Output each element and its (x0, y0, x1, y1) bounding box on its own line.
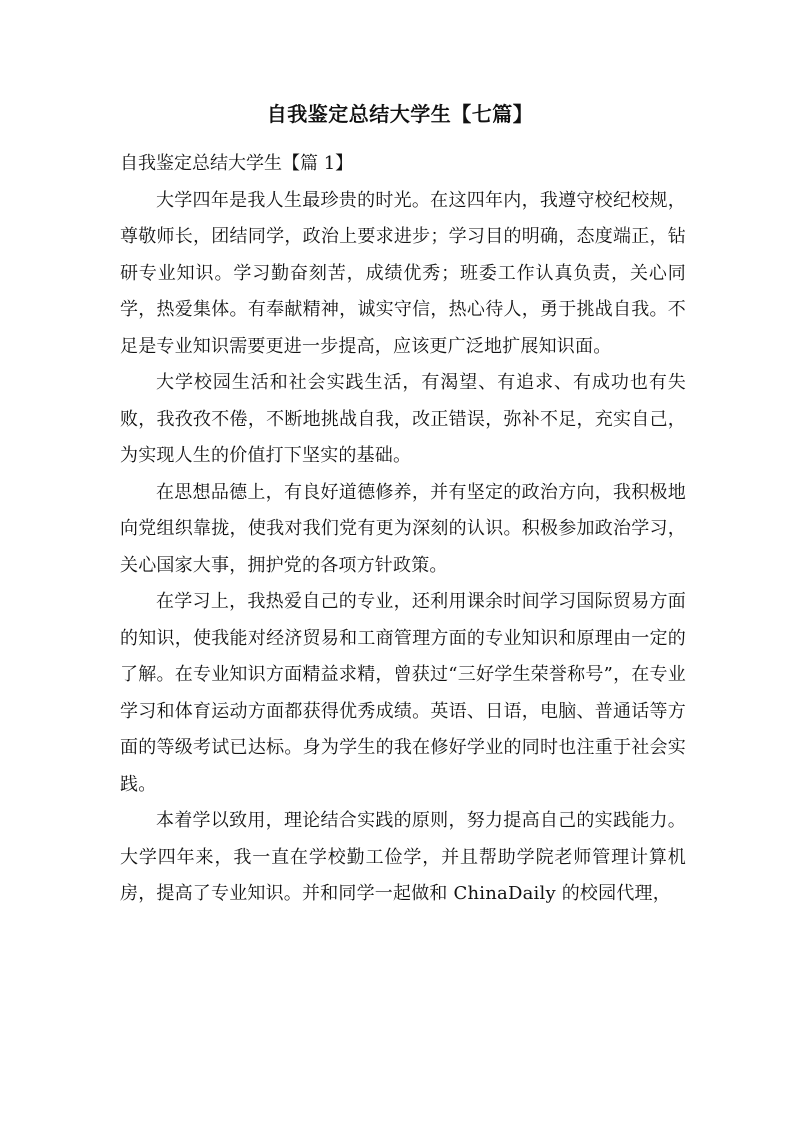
section-title: 自我鉴定总结大学生【篇 1】 (120, 153, 354, 174)
paragraph-4: 在学习上，我热爱自己的专业，还利用课余时间学习国际贸易方面的知识，使我能对经济贸易和工商管理方面的专业知识和原理由一定的了解。在专业知识方面精益求精，曾获过“三好学生荣誉称号”，在专业学习和体育运动方面都获得优秀成绩。英语、日语，电脑、普通话等方面的等级考试已达标。身为学生的我在修好学业的同时也注重于社会实践。 (120, 591, 686, 795)
document-title: 自我鉴定总结大学生【七篇】 (266, 102, 534, 126)
paragraph-3: 在思想品德上，有良好道德修养，并有坚定的政治方向，我积极地向党组织靠拢，使我对我们党有更为深刻的认识。积极参加政治学习，关心国家大事，拥护党的各项方针政策。 (120, 481, 686, 576)
paragraph-1: 大学四年是我人生最珍贵的时光。在这四年内，我遵守校纪校规，尊敬师长，团结同学，政治上要求进步；学习目的明确，态度端正，钻研专业知识。学习勤奋刻苦，成绩优秀；班委工作认真负责，关心同学，热爱集体。有奉献精神，诚实守信，热心待人，勇于挑战自我。不足是专业知识需要更进一步提高，应该更广泛地扩展知识面。 (120, 189, 686, 357)
paragraph-2: 大学校园生活和社会实践生活，有渴望、有追求、有成功也有失败，我孜孜不倦，不断地挑战自我，改正错误，弥补不足，充实自己，为实现人生的价值打下坚实的基础。 (120, 372, 686, 466)
paragraph-5: 本着学以致用，理论结合实践的原则，努力提高自己的实践能力。大学四年来，我一直在学校勤工俭学，并且帮助学院老师管理计算机房，提高了专业知识。并和同学一起做和 ChinaDaily 的校园代理， (120, 810, 686, 904)
document-body (120, 146, 686, 913)
